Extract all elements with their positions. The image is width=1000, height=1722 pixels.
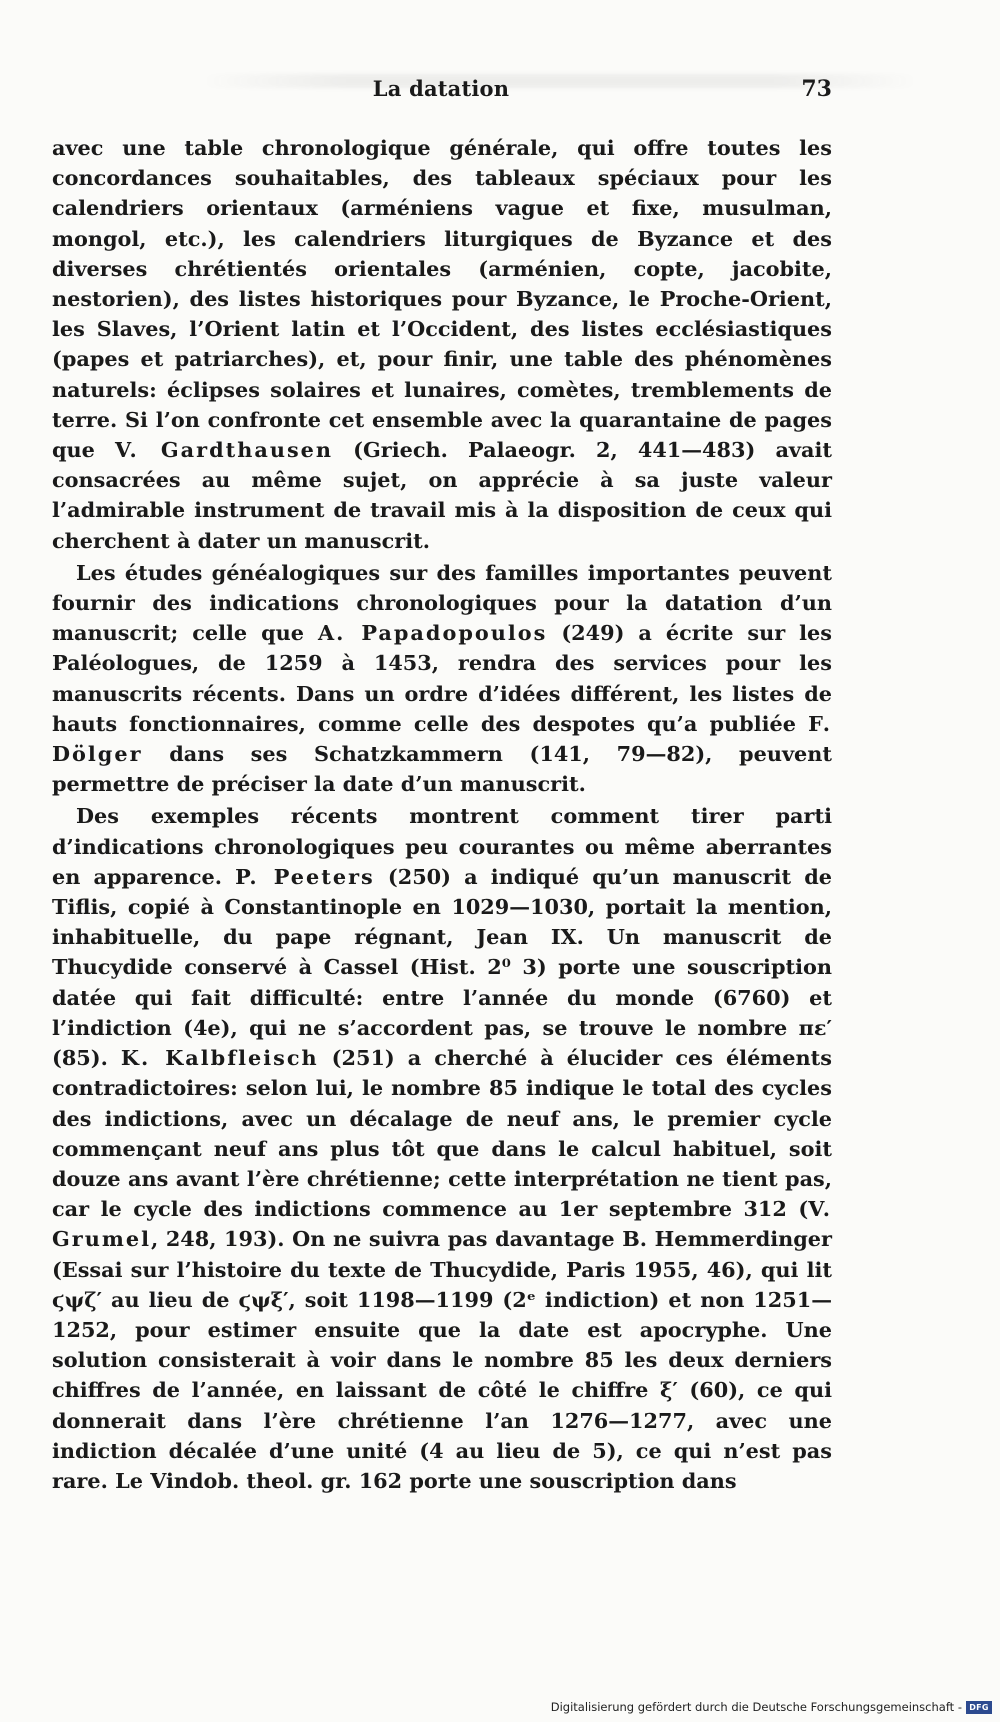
paragraph-2 (52, 558, 832, 800)
text-segment: (250) a indiqué qu’un manuscrit de Tiflis, copié à Constantinople en 1029—1030, portait la mention, inhabituelle, du pape régnant, Jean IX. Un manuscrit de Thucydide conservé à Cassel (Hist. 2⁰ 3) porte une souscription datée qui fait difficulté: entre l’année du monde (6760) et l’indiction (4e), qui ne s’accordent pas, se trouve le nombre πε′ (85). (52, 863, 832, 1071)
digitization-footer (551, 1698, 992, 1716)
author-name: P. Peeters (235, 863, 375, 889)
footer-credit: Digitalisierung gefördert durch die Deutsche Forschungsgemeinschaft - (550, 1700, 962, 1714)
page-number: 73 (801, 76, 832, 102)
body-text (52, 133, 832, 1496)
text-segment: (Griech. Palaeogr. 2, 441—483) avait consacrées au même sujet, on apprécie à sa juste valeur l’admirable instrument de travail mis à la disposition de ceux qui cherchent à dater un manuscrit. (52, 437, 832, 553)
author-name: V. Grumel (52, 1196, 832, 1252)
text-segment: Des exemples récents montrent comment tirer parti d’indications chronologiques peu courantes ou même aberrantes en apparence. (52, 803, 832, 889)
text-segment: avec une table chronologique générale, qui offre toutes les concordances souhaitables, des tableaux spéciaux pour les calendriers orientaux (arméniens vague et fixe, musulman, mongol, etc.), les calendriers liturgiques de Byzance et des diverses chrétientés orientales (arménien, copte, jacobite, nestorien), des listes historiques pour Byzance, le Proche-Orient, les Slaves, l’Orient latin et l’Occident, des listes ecclésiastiques (papes et patriarches), et, pour finir, une table des phénomènes naturels: éclipses solaires et lunaires, comètes, tremblements de terre. Si l’on confronte cet ensemble avec la quarantaine de pages que (52, 135, 832, 463)
running-head (50, 76, 832, 108)
author-name: V. Gardthausen (115, 437, 334, 463)
text-segment: Les études généalogiques sur des familles importantes peuvent fournir des indications chronologiques pour la datation d’un manuscrit; celle que (52, 559, 832, 646)
text-segment: , 248, 193). On ne suivra pas davantage B. Hemmerdinger (Essai sur l’histoire du texte de Thucydide, Paris 1955, 46), qui lit ϛψζ′ au lieu de ϛψξ′, soit 1198—1199 (2ᵉ indiction) et non 1251—1252, pour estimer ensuite que la date est apocryphe. Une solution consisterait à voir dans le nombre 85 les deux derniers chiffres de l’année, en laissant de côté le chiffre ξ′ (60), ce qui donnerait dans l’ère chrétienne l’an 1276—1277, avec une indiction décalée d’une unité (4 au lieu de 5), ce qui n’est pas rare. Le Vindob. theol. gr. 162 porte une souscription dans (52, 1226, 832, 1493)
author-name: F. Dölger (52, 710, 832, 767)
paragraph-3 (52, 801, 832, 1496)
dfg-logo-icon: DFG (966, 1701, 992, 1714)
text-segment: dans ses Schatzkammern (141, 79—82), peuvent permettre de préciser la date d’un manuscrit. (52, 741, 832, 797)
text-segment: (249) a écrite sur les Paléologues, de 1259 à 1453, rendra des services pour les manuscrits récents. Dans un ordre d’idées différent, les listes de hauts fonctionnaires, comme celle des despotes qu’a publiée (52, 620, 832, 736)
paragraph-1 (52, 133, 832, 556)
author-name: K. Kalbfleisch (120, 1045, 319, 1071)
author-name: A. Papadopoulos (317, 620, 548, 646)
text-segment: (251) a cherché à élucider ces éléments contradictoires: selon lui, le nombre 85 indique le total des cycles des indictions, avec un décalage de neuf ans, le premier cycle commençant neuf ans plus tôt que dans le calcul habituel, soit douze ans avant l’ère chrétienne; cette interprétation ne tient pas, car le cycle des indictions commence au 1er septembre 312 ( (52, 1045, 832, 1222)
running-title: La datation (372, 76, 510, 101)
